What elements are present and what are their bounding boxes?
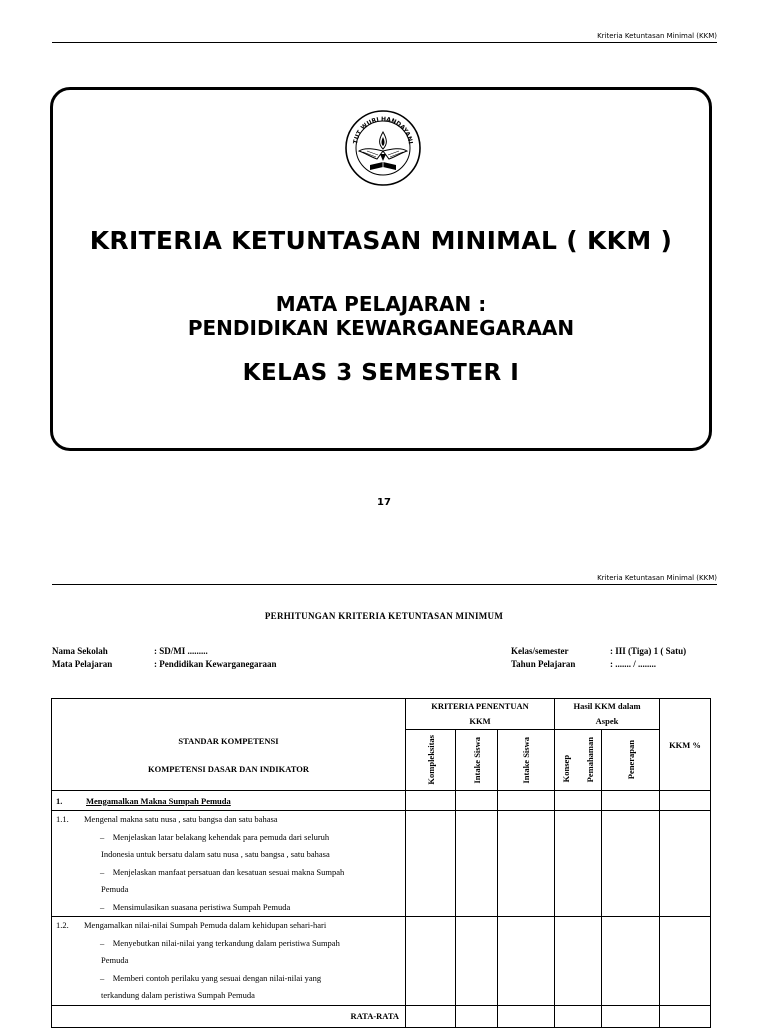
table-row-kd12 [52, 917, 711, 1006]
header-kkm-percent: KKM % [660, 699, 711, 791]
calc-title: PERHITUNGAN KRITERIA KETUNTASAN MINIMUM [264, 611, 504, 621]
header-intake-1 [456, 730, 498, 791]
cover-box [50, 87, 712, 451]
info-label-school: Nama Sekolah [52, 646, 108, 656]
indicator-bullet: – [100, 901, 105, 912]
indicator-text: Mensimulasikan suasana peristiwa Sumpah Pemuda [112, 901, 291, 912]
kd11-cell [52, 811, 406, 917]
sk1-number: 1. [56, 795, 63, 806]
header-penerapan [602, 730, 660, 791]
running-header: Kriteria Ketuntasan Minimal (KKM) [52, 574, 717, 585]
page-number: 17 [377, 497, 391, 508]
info-value-subject: : Pendidikan Kewarganegaraan [154, 659, 277, 669]
criteria-line2: KKM [469, 716, 491, 726]
pemahaman-label-2: Konsep [561, 755, 572, 783]
info-label-subject: Mata Pelajaran [52, 659, 113, 669]
result-line2: Aspek [595, 716, 619, 726]
header-intake-2 [498, 730, 555, 791]
kd11-text: Mengenal makna satu nusa , satu bangsa dan satu bahasa [84, 814, 278, 824]
pemahaman-label-1: Pemahaman [584, 737, 595, 783]
indicator-text: Memberi contoh perilaku yang sesuai dengan nilai-nilai yang [112, 972, 322, 983]
info-value-year: : ....... / ........ [610, 659, 656, 669]
kkm-table [51, 698, 711, 1028]
cover-title: KRITERIA KETUNTASAN MINIMAL ( KKM ) [89, 226, 673, 255]
header-pemahaman-konsep [555, 730, 602, 791]
table-row-sk1 [52, 791, 711, 811]
svg-text:TUT WURI HANDAYANI: TUT WURI HANDAYANI [352, 115, 414, 145]
indicator-text: Menyebutkan nilai-nilai yang terkandung dalam peristiwa Sumpah [112, 937, 340, 948]
running-header: Kriteria Ketuntasan Minimal (KKM) [52, 32, 717, 43]
header-sk: STANDAR KOMPETENSI [178, 735, 279, 746]
header-kd: KOMPETENSI DASAR DAN INDIKATOR [148, 763, 309, 774]
penerapan-label: Penerapan [625, 740, 636, 780]
intake-label-2: Intake Siswa [521, 736, 531, 784]
kd12-text: Mengamalkan nilai-nilai Sumpah Pemuda dalam kehidupan sehari-hari [84, 920, 327, 930]
indicator-bullet: – [100, 831, 105, 842]
info-value-school: : SD/MI ......... [154, 646, 208, 656]
tut-wuri-handayani-emblem-icon [343, 107, 423, 189]
sk1-text: Mengamalkan Makna Sumpah Pemuda [86, 795, 231, 806]
subject-label: MATA PELAJARAN : [275, 292, 487, 316]
kd12-number: 1.2. [56, 920, 69, 930]
indicator-text: Menjelaskan manfaat persatuan dan kesatuan sesuai makna Sumpah [112, 866, 345, 877]
cover-class-semester: KELAS 3 SEMESTER I [242, 360, 520, 386]
indicator-text: Menjelaskan latar belakang kehendak para pemuda dari seluruh [112, 831, 330, 842]
table-row-kd11 [52, 811, 711, 917]
subject-name: PENDIDIKAN KEWARGANEGARAAN [187, 316, 575, 340]
indicator-bullet: – [100, 972, 105, 983]
result-line1: Hasil KKM dalam [573, 701, 641, 711]
intake-label-1: Intake Siswa [471, 736, 482, 784]
header-standard-competence [52, 699, 406, 791]
criteria-line1: KRITERIA PENENTUAN [431, 701, 529, 711]
kompleksitas-label: Kompleksitas [425, 735, 436, 785]
cover-subject [53, 292, 709, 340]
header-criteria-group [406, 699, 555, 730]
indicator-text-cont: Indonesia untuk bersatu dalam satu nusa , satu bangsa , satu bahasa [101, 849, 330, 859]
indicator-bullet: – [100, 937, 105, 948]
info-value-class: : III (Tiga) 1 ( Satu) [610, 646, 687, 656]
indicator-text-cont: Pemuda [101, 955, 129, 965]
header-kompleksitas [406, 730, 456, 791]
average-label: RATA-RATA [52, 1005, 406, 1027]
info-label-class: Kelas/semester [511, 646, 569, 656]
indicator-text-cont: Pemuda [101, 884, 129, 894]
indicator-bullet: – [100, 866, 105, 877]
header-result-group [555, 699, 660, 730]
sk1-cell [52, 791, 406, 811]
indicator-text-cont: terkandung dalam peristiwa Sumpah Pemuda [101, 990, 255, 1000]
info-label-year: Tahun Pelajaran [511, 659, 576, 669]
kd12-cell [52, 917, 406, 1006]
kd11-number: 1.1. [56, 814, 69, 824]
